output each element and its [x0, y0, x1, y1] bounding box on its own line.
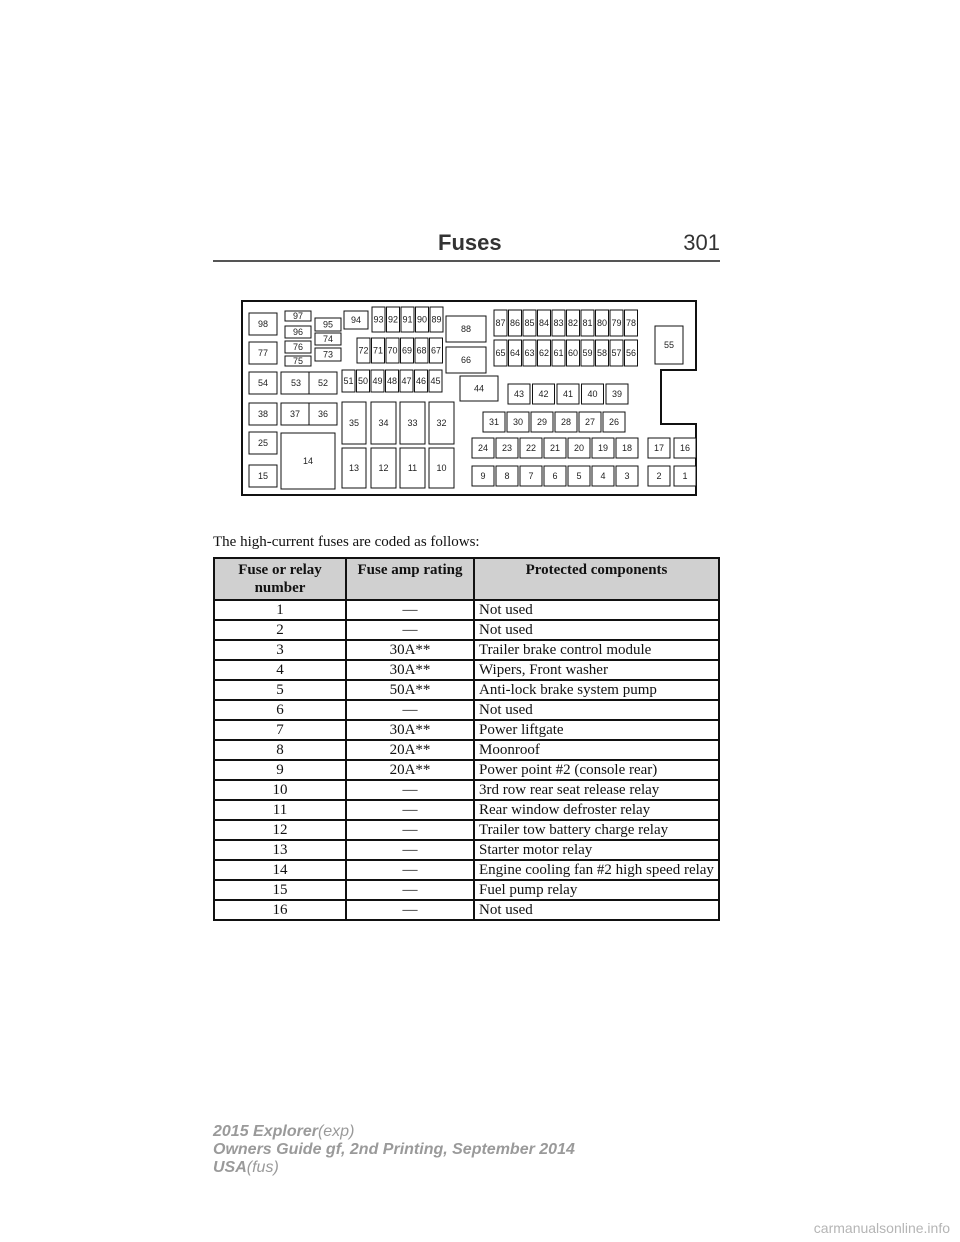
cell-fuse-number: 14	[214, 860, 346, 880]
cell-protected-components: Power point #2 (console rear)	[474, 760, 719, 780]
cell-protected-components: Trailer tow battery charge relay	[474, 820, 719, 840]
fuse-slot-10	[429, 448, 454, 488]
fuse-slot-label: 14	[302, 456, 314, 466]
page-number: 301	[683, 230, 720, 255]
cell-protected-components: Anti-lock brake system pump	[474, 680, 719, 700]
fuse-slot-71	[372, 338, 385, 363]
fuse-slot-label: 84	[538, 318, 550, 328]
fuse-slot-label: 85	[524, 318, 535, 328]
fuse-slot-4	[592, 466, 614, 486]
fuse-slot-label: 90	[416, 314, 428, 325]
fuse-slot-label: 52	[317, 378, 329, 388]
fuse-slot-27	[579, 412, 601, 432]
fuse-box-svg	[241, 300, 697, 496]
fuse-slot-label: 47	[401, 376, 412, 386]
footer-model-code: (exp)	[317, 1123, 355, 1140]
cell-fuse-number: 3	[214, 640, 346, 660]
fuse-slot-label: 63	[524, 348, 535, 358]
fuse-slot-label: 1	[682, 471, 688, 481]
cell-amp-rating: —	[346, 840, 474, 860]
fuse-slot-31	[483, 412, 505, 432]
fuse-slot-label: 42	[538, 389, 549, 399]
cell-protected-components: Not used	[474, 620, 719, 640]
cell-amp-rating: 30A**	[346, 640, 474, 660]
fuse-slot-label: 98	[257, 319, 269, 329]
fuse-slot-label: 55	[663, 340, 675, 350]
table-row	[214, 820, 719, 840]
fuse-slot-label: 59	[582, 348, 593, 358]
fuse-slot-label: 70	[387, 345, 398, 356]
footer-market-code: (fus)	[246, 1159, 279, 1176]
fuse-slot-77	[249, 342, 277, 364]
footer-guide: Owners Guide gf, 2nd Printing, September 2014	[213, 1141, 575, 1158]
fuse-slot-50	[357, 370, 370, 392]
fuse-slot-label: 66	[460, 355, 472, 365]
fuse-slot-1	[674, 466, 696, 486]
fuse-slot-label: 97	[292, 311, 304, 321]
cell-fuse-number: 11	[214, 800, 346, 820]
cell-protected-components: Moonroof	[474, 740, 719, 760]
fuse-slot-65	[494, 340, 507, 366]
fuse-slot-39	[606, 384, 628, 404]
fuse-slot-26	[603, 412, 625, 432]
fuse-slot-label: 89	[431, 314, 442, 325]
fuse-slot-label: 69	[401, 345, 413, 356]
fuse-slot-8	[496, 466, 518, 486]
fuse-slot-label: 7	[528, 471, 534, 481]
fuse-slot-49	[371, 370, 384, 392]
fuse-slot-label: 37	[289, 409, 301, 419]
fuse-slot-43	[508, 384, 530, 404]
fuse-slot-89	[430, 307, 443, 332]
fuse-slot-label: 81	[582, 318, 593, 328]
cell-amp-rating: 50A**	[346, 680, 474, 700]
fuse-slot-label: 56	[625, 348, 637, 358]
fuse-slot-21	[544, 438, 566, 458]
cell-fuse-number: 13	[214, 840, 346, 860]
fuse-table	[213, 557, 720, 921]
cell-protected-components: Wipers, Front washer	[474, 660, 719, 680]
fuse-slot-label: 27	[584, 417, 596, 427]
fuse-slot-label: 22	[525, 443, 537, 453]
fuse-slot-label: 21	[549, 443, 561, 453]
fuse-slot-60	[567, 340, 580, 366]
fuse-slot-label: 48	[386, 376, 398, 386]
fuse-slot-98	[249, 313, 277, 335]
header-fuse-number: Fuse or relay number	[214, 558, 346, 600]
cell-amp-rating: —	[346, 700, 474, 720]
fuse-slot-74	[315, 333, 341, 345]
fuse-slot-97	[285, 311, 311, 321]
fuse-slot-91	[401, 307, 414, 332]
fuse-slot-label: 54	[257, 378, 269, 388]
fuse-slot-label: 78	[625, 318, 637, 328]
fuse-slot-41	[557, 384, 579, 404]
cell-amp-rating: 20A**	[346, 760, 474, 780]
fuse-slot-17	[648, 438, 670, 458]
fuse-slot-label: 67	[430, 345, 442, 356]
footer-line-1	[213, 1123, 575, 1141]
fuse-slot-67	[430, 338, 443, 363]
header-amp-rating: Fuse amp rating	[346, 558, 474, 600]
cell-amp-rating: 20A**	[346, 740, 474, 760]
fuse-slot-label: 25	[257, 438, 269, 448]
fuse-slot-label: 79	[611, 318, 622, 328]
cell-fuse-number: 1	[214, 600, 346, 620]
table-row	[214, 840, 719, 860]
cell-amp-rating: —	[346, 900, 474, 920]
fuse-slot-33	[400, 402, 425, 444]
fuse-slot-label: 35	[348, 418, 360, 428]
cell-amp-rating: 30A**	[346, 660, 474, 680]
fuse-slot-94	[344, 311, 368, 329]
fuse-slot-22	[520, 438, 542, 458]
fuse-slot-54	[249, 372, 277, 394]
fuse-slot-label: 75	[292, 356, 304, 366]
fuse-slot-label: 32	[436, 418, 447, 428]
fuse-slot-36	[309, 403, 337, 425]
fuse-slot-label: 95	[322, 319, 334, 330]
fuse-slot-73	[315, 348, 341, 361]
fuse-slot-label: 15	[257, 471, 269, 481]
fuse-slot-44	[460, 376, 498, 401]
fuse-slot-35	[342, 402, 366, 444]
watermark: carmanualsonline.info	[813, 1220, 950, 1236]
fuse-slot-label: 64	[509, 348, 521, 358]
fuse-slot-label: 18	[621, 443, 633, 453]
cell-amp-rating: —	[346, 780, 474, 800]
fuse-slot-label: 93	[373, 314, 384, 325]
fuse-slot-48	[386, 370, 399, 392]
cell-amp-rating: —	[346, 620, 474, 640]
fuse-slot-37	[281, 403, 309, 425]
fuse-slot-78	[625, 310, 638, 336]
cell-amp-rating: —	[346, 860, 474, 880]
fuse-slot-15	[249, 465, 277, 487]
intro-text: The high-current fuses are coded as follows:	[213, 534, 480, 550]
fuse-slot-label: 2	[656, 471, 662, 481]
fuse-slot-label: 5	[576, 471, 582, 481]
cell-protected-components: Power liftgate	[474, 720, 719, 740]
fuse-slot-label: 53	[290, 378, 302, 388]
fuse-slot-55	[655, 326, 683, 364]
cell-fuse-number: 9	[214, 760, 346, 780]
fuse-slot-label: 60	[567, 348, 579, 358]
fuse-slot-59	[581, 340, 594, 366]
table-row	[214, 760, 719, 780]
fuse-slot-label: 51	[343, 376, 354, 386]
table-row	[214, 740, 719, 760]
fuse-slot-70	[386, 338, 399, 363]
fuse-slot-11	[400, 448, 425, 488]
fuse-slot-label: 11	[407, 463, 418, 473]
fuse-slot-label: 20	[573, 443, 585, 453]
cell-fuse-number: 4	[214, 660, 346, 680]
fuse-slot-40	[582, 384, 604, 404]
cell-fuse-number: 16	[214, 900, 346, 920]
fuse-box-diagram	[241, 300, 697, 496]
fuse-slot-58	[596, 340, 609, 366]
fuse-slot-76	[285, 341, 311, 353]
cell-protected-components: Starter motor relay	[474, 840, 719, 860]
fuse-slot-label: 36	[317, 409, 329, 419]
fuse-slot-label: 73	[322, 349, 334, 360]
fuse-slot-28	[555, 412, 577, 432]
fuse-slot-56	[625, 340, 638, 366]
fuse-slot-38	[249, 403, 277, 425]
fuse-slot-81	[581, 310, 594, 336]
page-header	[213, 230, 720, 262]
fuse-slot-label: 43	[513, 389, 525, 399]
cell-protected-components: 3rd row rear seat release relay	[474, 780, 719, 800]
footer-line-3	[213, 1159, 575, 1177]
fuse-slot-label: 17	[653, 443, 665, 453]
fuse-slot-label: 13	[348, 463, 360, 473]
fuse-slot-label: 31	[488, 417, 500, 427]
fuse-slot-25	[249, 432, 277, 454]
fuse-slot-label: 16	[679, 443, 691, 453]
cell-fuse-number: 5	[214, 680, 346, 700]
fuse-slot-85	[523, 310, 536, 336]
fuse-slot-61	[552, 340, 565, 366]
cell-protected-components: Not used	[474, 700, 719, 720]
fuse-slot-79	[610, 310, 623, 336]
fuse-slot-19	[592, 438, 614, 458]
cell-fuse-number: 12	[214, 820, 346, 840]
cell-protected-components: Rear window defroster relay	[474, 800, 719, 820]
cell-protected-components: Trailer brake control module	[474, 640, 719, 660]
fuse-slot-label: 83	[553, 318, 564, 328]
fuse-slot-16	[674, 438, 696, 458]
fuse-slot-label: 19	[597, 443, 609, 453]
fuse-slot-30	[507, 412, 529, 432]
cell-fuse-number: 10	[214, 780, 346, 800]
table-row	[214, 640, 719, 660]
fuse-slot-label: 65	[495, 348, 506, 358]
table-row	[214, 700, 719, 720]
fuse-slot-label: 57	[611, 348, 622, 358]
fuse-slot-label: 8	[504, 471, 510, 481]
fuse-slot-7	[520, 466, 542, 486]
fuse-slot-label: 34	[378, 418, 389, 428]
footer-market: USA	[213, 1159, 247, 1176]
fuse-slot-72	[357, 338, 370, 363]
table-row	[214, 900, 719, 920]
fuse-slot-label: 23	[501, 443, 513, 453]
cell-fuse-number: 7	[214, 720, 346, 740]
fuse-slot-label: 74	[322, 334, 334, 344]
fuse-slot-80	[596, 310, 609, 336]
fuse-slot-label: 92	[387, 314, 399, 325]
fuse-slot-label: 61	[553, 348, 564, 358]
cell-amp-rating: —	[346, 800, 474, 820]
fuse-slot-label: 87	[495, 318, 506, 328]
fuse-slot-label: 96	[292, 327, 304, 337]
fuse-slot-label: 94	[350, 315, 362, 325]
fuse-slot-label: 33	[407, 418, 418, 428]
cell-protected-components: Fuel pump relay	[474, 880, 719, 900]
header-protected-components: Protected components	[474, 558, 719, 600]
fuse-slot-75	[285, 356, 311, 366]
fuse-slot-51	[342, 370, 355, 392]
fuse-slot-20	[568, 438, 590, 458]
table-row	[214, 800, 719, 820]
fuse-slot-label: 29	[536, 417, 548, 427]
fuse-slot-label: 76	[292, 342, 304, 352]
fuse-slot-label: 50	[357, 376, 369, 386]
fuse-slot-92	[387, 307, 400, 332]
fuse-slot-label: 62	[538, 348, 550, 358]
fuse-slot-9	[472, 466, 494, 486]
fuse-slot-34	[371, 402, 396, 444]
fuse-slot-label: 77	[257, 348, 269, 358]
table-row	[214, 860, 719, 880]
fuse-slot-69	[401, 338, 414, 363]
fuse-slot-46	[415, 370, 428, 392]
table-row	[214, 780, 719, 800]
fuse-slot-24	[472, 438, 494, 458]
fuse-slot-14	[281, 433, 335, 489]
table-row	[214, 600, 719, 620]
fuse-slot-83	[552, 310, 565, 336]
cell-protected-components: Not used	[474, 600, 719, 620]
fuse-slot-93	[372, 307, 385, 332]
fuse-slot-57	[610, 340, 623, 366]
table-header-row	[214, 558, 719, 600]
table-row	[214, 680, 719, 700]
cell-amp-rating: —	[346, 600, 474, 620]
fuse-slot-label: 3	[624, 471, 630, 481]
fuse-slot-32	[429, 402, 454, 444]
fuse-slot-label: 46	[415, 376, 427, 386]
fuse-slot-84	[538, 310, 551, 336]
fuse-slot-87	[494, 310, 507, 336]
fuse-slot-label: 71	[372, 345, 384, 356]
cell-amp-rating: 30A**	[346, 720, 474, 740]
table-row	[214, 660, 719, 680]
fuse-slot-12	[371, 448, 396, 488]
fuse-slot-86	[509, 310, 522, 336]
fuse-slot-label: 10	[436, 463, 447, 473]
fuse-slot-label: 24	[477, 443, 489, 453]
fuse-slot-label: 38	[257, 409, 269, 419]
fuse-slot-label: 80	[596, 318, 608, 328]
cell-amp-rating: —	[346, 820, 474, 840]
fuse-slot-label: 30	[512, 417, 524, 427]
fuse-slot-47	[400, 370, 413, 392]
fuse-slot-42	[533, 384, 555, 404]
fuse-slot-18	[616, 438, 638, 458]
fuse-slot-90	[416, 307, 429, 332]
fuse-slot-label: 86	[509, 318, 521, 328]
fuse-slot-label: 49	[372, 376, 383, 386]
fuse-slot-5	[568, 466, 590, 486]
fuse-slot-95	[315, 318, 341, 331]
fuse-slot-68	[415, 338, 428, 363]
fuse-slot-label: 91	[402, 314, 413, 325]
fuse-slot-82	[567, 310, 580, 336]
fuse-slot-6	[544, 466, 566, 486]
cell-amp-rating: —	[346, 880, 474, 900]
fuse-slot-53	[281, 372, 311, 394]
fuse-slot-66	[446, 347, 486, 373]
fuse-slot-label: 40	[587, 389, 598, 399]
fuse-slot-label: 6	[552, 471, 558, 481]
fuse-slot-62	[538, 340, 551, 366]
fuse-slot-29	[531, 412, 553, 432]
fuse-slot-label: 58	[596, 348, 608, 358]
fuse-slot-label: 72	[358, 345, 369, 356]
fuse-slot-13	[342, 448, 366, 488]
cell-fuse-number: 8	[214, 740, 346, 760]
fuse-slot-label: 41	[562, 389, 574, 399]
fuse-slot-2	[648, 466, 670, 486]
cell-fuse-number: 15	[214, 880, 346, 900]
fuse-slot-label: 68	[416, 345, 427, 356]
cell-protected-components: Engine cooling fan #2 high speed relay	[474, 860, 719, 880]
fuse-slot-88	[446, 316, 486, 342]
page-footer	[213, 1123, 575, 1177]
fuse-slot-label: 45	[430, 376, 441, 386]
fuse-slot-label: 28	[560, 417, 572, 427]
fuse-slot-label: 88	[460, 324, 472, 334]
footer-model: 2015 Explorer	[213, 1123, 318, 1140]
table-row	[214, 720, 719, 740]
cell-protected-components: Not used	[474, 900, 719, 920]
fuse-slot-3	[616, 466, 638, 486]
fuse-slot-label: 9	[480, 471, 486, 481]
table-row	[214, 620, 719, 640]
fuse-slot-23	[496, 438, 518, 458]
section-title: Fuses	[438, 230, 502, 255]
fuse-slot-45	[429, 370, 442, 392]
fuse-slot-label: 26	[608, 417, 620, 427]
fuse-slot-96	[285, 326, 311, 338]
table-row	[214, 880, 719, 900]
fuse-slot-label: 12	[378, 463, 389, 473]
cell-fuse-number: 2	[214, 620, 346, 640]
fuse-slot-label: 4	[600, 471, 606, 481]
fuse-slot-label: 44	[473, 383, 485, 394]
fuse-slot-64	[509, 340, 522, 366]
fuse-slot-label: 39	[611, 389, 623, 399]
fuse-slot-label: 82	[567, 318, 579, 328]
cell-fuse-number: 6	[214, 700, 346, 720]
fuse-slot-63	[523, 340, 536, 366]
fuse-slot-52	[309, 372, 337, 394]
